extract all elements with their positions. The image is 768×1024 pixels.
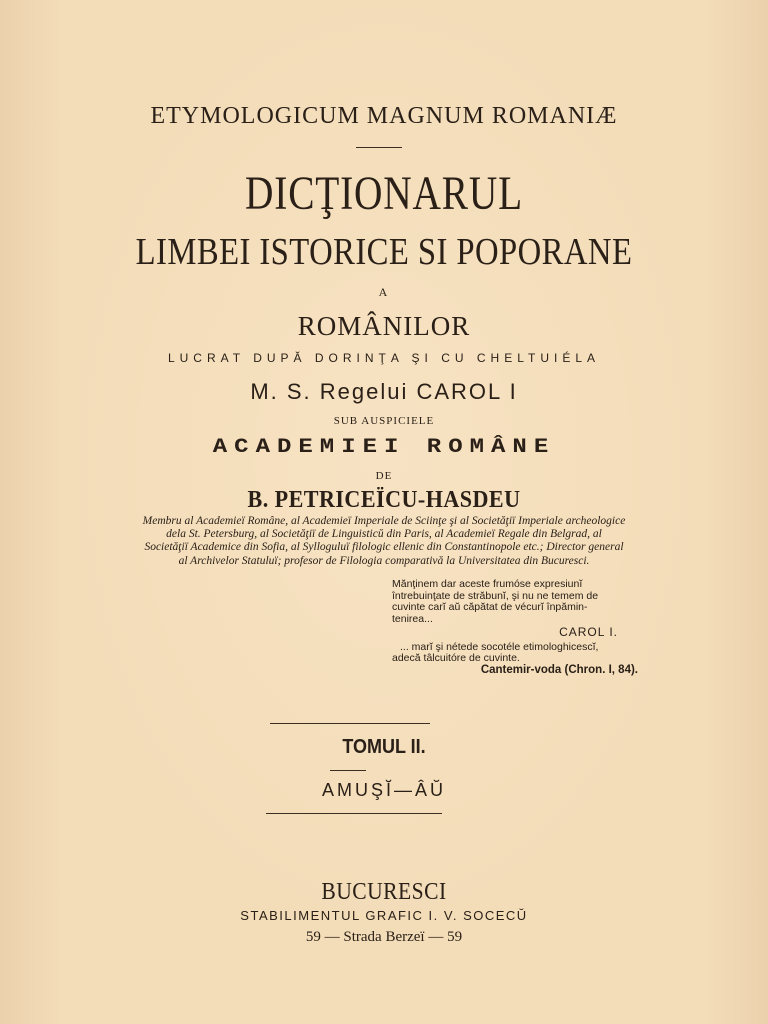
divider-rule — [266, 813, 442, 814]
epigraph — [392, 579, 642, 676]
series-title: ETYMOLOGICUM MAGNUM ROMANIÆ — [150, 103, 618, 129]
author-name: B. PETRICEÏCU-HASDEU — [247, 487, 521, 513]
main-title: DICŢIONARUL — [245, 167, 523, 220]
epigraph-line: cuvinte carĭ aŭ căpătat de vécurĭ înpămin- — [392, 601, 588, 613]
epigraph-line: întrebuinţate de străbunĭ, şi nu ne temem de — [392, 589, 599, 602]
epigraph-author: CAROL I. — [559, 625, 618, 639]
imprint-address: 59 — Strada Berzeï — 59 — [305, 929, 463, 945]
author-credentials — [60, 515, 708, 568]
divider-rule — [270, 723, 430, 724]
patron-name: M. S. Regelui CAROL I — [250, 379, 518, 404]
epigraph-line: ... marĭ şi nétede socotéle etimologhicescĭ, — [400, 640, 599, 653]
academy-name: ACADEMIEI ROMÂNE — [212, 436, 556, 459]
commission-text: LUCRAT DUPĂ DORINŢA ŞI CU CHELTUIÉLA — [167, 351, 601, 365]
epigraph-line: Mănţinem dar aceste frumóse expresiunĭ — [392, 578, 583, 590]
credentials-line: dela St. Petersburg, al Societăţiï de Linguisticŭ din Paris, al Academieï Regale din Belgrad, al — [166, 528, 602, 541]
imprint-city: BUCURESCI — [321, 879, 447, 905]
divider-rule — [330, 770, 366, 771]
volume-label: TOMUL II. — [342, 736, 426, 758]
volume-range: AMUŞĬ—ÂŬ — [321, 780, 446, 800]
credentials-line: al Archivelor Statuluï; profesor de Filologia comparativă la Universitatea din Bucuresci. — [178, 554, 590, 567]
auspices-label: SUB AUSPICIELE — [333, 415, 435, 427]
divider-rule — [356, 147, 402, 148]
epigraph-line: adecă tâlcuitóre de cuvinte. — [392, 652, 520, 664]
by-label: DE — [375, 470, 393, 482]
title-people: ROMÂNILOR — [297, 311, 471, 341]
sub-title: LIMBEI ISTORICE SI POPORANE — [135, 231, 633, 273]
credentials-line: Societăţiï Academice din Sofia, al Sylloguluï filologic ellenic din Constantinopole etc.; Director general — [144, 541, 624, 554]
epigraph-author: Cantemir-voda (Chron. I, 84). — [480, 663, 638, 676]
imprint-printer: STABILIMENTUL GRAFIC I. V. SOCECŬ — [240, 908, 528, 923]
epigraph-line: tenirea... — [392, 612, 433, 625]
title-connector: A — [378, 285, 390, 299]
credentials-line: Membru al Academieï Române, al Academieï Imperiale de Sciinţe şi al Societăţiï Imperiale archeologice — [142, 515, 626, 527]
